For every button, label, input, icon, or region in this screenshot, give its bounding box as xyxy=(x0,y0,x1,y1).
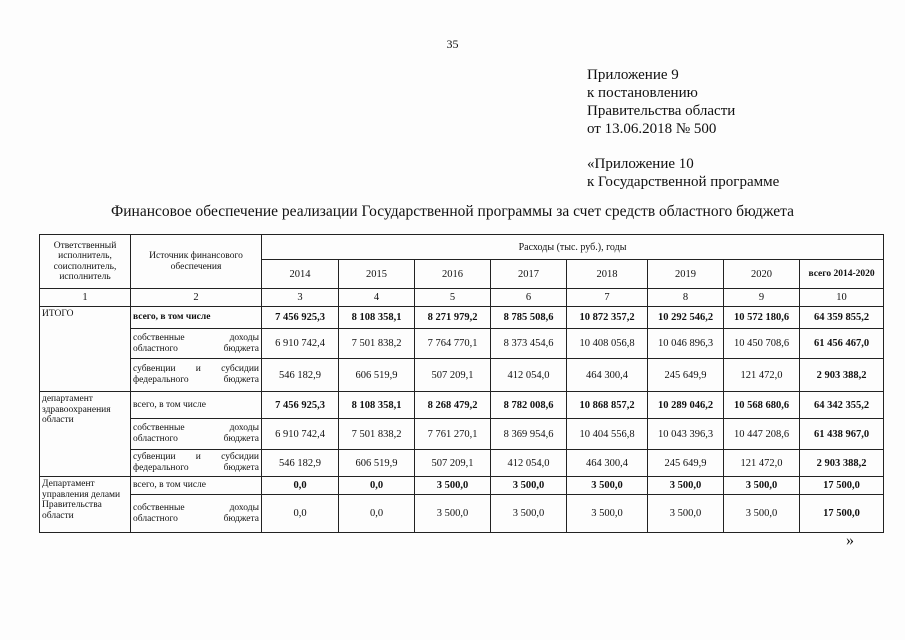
header-year: 2019 xyxy=(648,260,724,289)
total-cell: 2 903 388,2 xyxy=(800,450,884,477)
value-cell: 8 271 979,2 xyxy=(415,307,491,329)
header-executor: Ответственный исполнитель, соисполнитель, исполнитель xyxy=(40,235,131,289)
value-cell: 412 054,0 xyxy=(491,450,567,477)
value-cell: 10 868 857,2 xyxy=(567,392,648,419)
value-cell: 7 764 770,1 xyxy=(415,329,491,359)
value-cell: 0,0 xyxy=(339,495,415,533)
source-cell: всего, в том числе xyxy=(131,477,262,495)
value-cell: 7 456 925,3 xyxy=(262,392,339,419)
value-cell: 546 182,9 xyxy=(262,450,339,477)
table-row xyxy=(40,477,884,495)
column-index: 5 xyxy=(415,289,491,307)
value-cell: 3 500,0 xyxy=(491,477,567,495)
header-year: 2015 xyxy=(339,260,415,289)
value-cell: 3 500,0 xyxy=(491,495,567,533)
value-cell: 3 500,0 xyxy=(648,495,724,533)
value-cell: 3 500,0 xyxy=(415,477,491,495)
column-index: 3 xyxy=(262,289,339,307)
header-expenses: Расходы (тыс. руб.), годы xyxy=(262,235,884,260)
header-year: 2020 xyxy=(724,260,800,289)
annex-line: от 13.06.2018 № 500 xyxy=(587,121,717,137)
source-cell: всего, в том числе xyxy=(131,307,262,329)
table-row xyxy=(40,329,884,359)
executor-cell: департамент здравоохранения области xyxy=(40,392,131,477)
header-year: 2017 xyxy=(491,260,567,289)
value-cell: 464 300,4 xyxy=(567,359,648,392)
table-row xyxy=(40,450,884,477)
column-index: 8 xyxy=(648,289,724,307)
value-cell: 245 649,9 xyxy=(648,450,724,477)
table-row xyxy=(40,307,884,329)
value-cell: 121 472,0 xyxy=(724,359,800,392)
annex-quote-line: к Государственной программе xyxy=(587,174,780,190)
value-cell: 0,0 xyxy=(262,495,339,533)
value-cell: 3 500,0 xyxy=(648,477,724,495)
value-cell: 6 910 742,4 xyxy=(262,329,339,359)
value-cell: 10 872 357,2 xyxy=(567,307,648,329)
value-cell: 245 649,9 xyxy=(648,359,724,392)
table-row xyxy=(40,419,884,450)
page-number: 35 xyxy=(446,37,459,51)
value-cell: 121 472,0 xyxy=(724,450,800,477)
value-cell: 507 209,1 xyxy=(415,359,491,392)
value-cell: 8 108 358,1 xyxy=(339,392,415,419)
value-cell: 7 501 838,2 xyxy=(339,329,415,359)
total-cell: 17 500,0 xyxy=(800,495,884,533)
source-cell: собственные доходы областного бюджета xyxy=(131,419,262,450)
value-cell: 3 500,0 xyxy=(567,495,648,533)
value-cell: 8 782 008,6 xyxy=(491,392,567,419)
value-cell: 8 369 954,6 xyxy=(491,419,567,450)
total-cell: 2 903 388,2 xyxy=(800,359,884,392)
annex-line: Правительства области xyxy=(587,103,736,119)
annex-block xyxy=(587,66,779,191)
value-cell: 6 910 742,4 xyxy=(262,419,339,450)
header-year: 2016 xyxy=(415,260,491,289)
annex-line: Приложение 9 xyxy=(587,67,679,83)
total-cell: 64 359 855,2 xyxy=(800,307,884,329)
total-cell: 64 342 355,2 xyxy=(800,392,884,419)
column-index: 6 xyxy=(491,289,567,307)
header-year: 2014 xyxy=(262,260,339,289)
value-cell: 7 761 270,1 xyxy=(415,419,491,450)
financing-table-wrapper xyxy=(39,234,884,533)
total-cell: 17 500,0 xyxy=(800,477,884,495)
source-cell: субвенции и субсидии федерального бюджета xyxy=(131,359,262,392)
value-cell: 507 209,1 xyxy=(415,450,491,477)
value-cell: 8 268 479,2 xyxy=(415,392,491,419)
source-cell: всего, в том числе xyxy=(131,392,262,419)
financing-table xyxy=(39,234,884,533)
value-cell: 606 519,9 xyxy=(339,450,415,477)
table-row xyxy=(40,392,884,419)
annex-quote-line: «Приложение 10 xyxy=(587,156,694,172)
total-cell: 61 438 967,0 xyxy=(800,419,884,450)
value-cell: 0,0 xyxy=(262,477,339,495)
value-cell: 10 292 546,2 xyxy=(648,307,724,329)
column-index: 10 xyxy=(800,289,884,307)
executor-cell: ИТОГО xyxy=(40,307,131,392)
value-cell: 10 408 056,8 xyxy=(567,329,648,359)
executor-cell: Департамент управления делами Правительства области xyxy=(40,477,131,533)
value-cell: 10 043 396,3 xyxy=(648,419,724,450)
value-cell: 3 500,0 xyxy=(724,495,800,533)
table-row xyxy=(40,495,884,533)
value-cell: 7 456 925,3 xyxy=(262,307,339,329)
column-index: 2 xyxy=(131,289,262,307)
value-cell: 3 500,0 xyxy=(415,495,491,533)
column-index: 1 xyxy=(40,289,131,307)
value-cell: 10 447 208,6 xyxy=(724,419,800,450)
value-cell: 3 500,0 xyxy=(567,477,648,495)
header-total: всего 2014-2020 xyxy=(800,260,884,289)
value-cell: 10 572 180,6 xyxy=(724,307,800,329)
document-title: Финансовое обеспечение реализации Государственной программы за счет средств областного бюджета xyxy=(111,203,794,220)
value-cell: 10 404 556,8 xyxy=(567,419,648,450)
source-cell: субвенции и субсидии федерального бюджета xyxy=(131,450,262,477)
annex-line: к постановлению xyxy=(587,85,698,101)
header-source: Источник финансового обеспечения xyxy=(131,235,262,289)
closing-quote-mark: » xyxy=(846,532,854,549)
source-cell: собственные доходы областного бюджета xyxy=(131,495,262,533)
value-cell: 10 046 896,3 xyxy=(648,329,724,359)
value-cell: 8 373 454,6 xyxy=(491,329,567,359)
column-index: 9 xyxy=(724,289,800,307)
value-cell: 464 300,4 xyxy=(567,450,648,477)
value-cell: 606 519,9 xyxy=(339,359,415,392)
source-cell: собственные доходы областного бюджета xyxy=(131,329,262,359)
value-cell: 10 450 708,6 xyxy=(724,329,800,359)
value-cell: 0,0 xyxy=(339,477,415,495)
value-cell: 412 054,0 xyxy=(491,359,567,392)
total-cell: 61 456 467,0 xyxy=(800,329,884,359)
value-cell: 10 568 680,6 xyxy=(724,392,800,419)
header-year: 2018 xyxy=(567,260,648,289)
column-index: 4 xyxy=(339,289,415,307)
column-index: 7 xyxy=(567,289,648,307)
table-row xyxy=(40,359,884,392)
value-cell: 10 289 046,2 xyxy=(648,392,724,419)
value-cell: 7 501 838,2 xyxy=(339,419,415,450)
value-cell: 3 500,0 xyxy=(724,477,800,495)
value-cell: 546 182,9 xyxy=(262,359,339,392)
value-cell: 8 785 508,6 xyxy=(491,307,567,329)
value-cell: 8 108 358,1 xyxy=(339,307,415,329)
